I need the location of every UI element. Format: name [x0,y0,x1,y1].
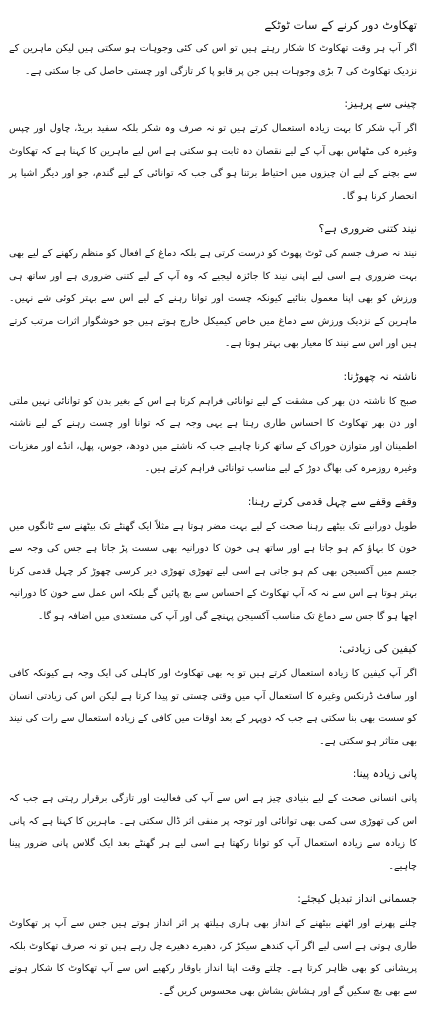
section-heading: ناشتہ نہ چھوڑنا: [343,369,417,383]
section-paragraph: طویل دورانیے تک بیٹھے رہنا صحت کے لیے بہت مضر ہوتا ہے مثلاً ایک گھنٹے تک بیٹھنے سے ٹانگوں میں خون کا بہاؤ کم ہو جاتا ہے اور ساتھ ہی خون کا دورانیہ بھی سست پڑ جاتا ہے جس کی وجہ سے جسم میں آکسیجن بھی کم ہو جاتی ہے اسی لیے تھوڑی تھوڑی دیر کرسی چھوڑ کر چہل قدمی کرنا بہتر ہوتا ہے اس سے نہ کہ آپ تھکاوٹ کے احساس سے بچ پائیں گے بلکہ اس عمل سے خون کا دورانیہ اچھا ہو گا جس سے دماغ تک مناسب آکسیجن پہنچے گی اور آپ کی مستعدی میں اضافہ ہو گا۔ [9,520,417,622]
section-paragraph: اگر آپ کیفین کا زیادہ استعمال کرتے ہیں تو یہ بھی تھکاوٹ اور کاہلی کی ایک وجہ ہے کیونکہ کافی اور سافٹ ڈرنکس وغیرہ کا استعمال آپ میں وقتی چستی تو پیدا کرتا ہے لیکن اس کی زیادتی انسان کو سست بھی بنا سکتی ہے جب کہ دوپہر کے بعد اوقات میں کافی کے زیادہ استعمال سے رات کی نیند بھی متاثر ہو سکتی ہے۔ [9,668,417,747]
section-paragraph: صبح کا ناشتہ دن بھر کی مشقت کے لیے توانائی فراہم کرتا ہے اس کے بغیر بدن کو توانائی نہیں ملتی اور دن بھر تھکاوٹ کا احساس طاری رہتا ہے یہی وجہ ہے کہ توانا اور چست رہنے کے لیے ناشتہ اطمینان اور متوازن خوراک کے ساتھ کرنا چاہیے جب کہ ناشتے میں دودھ، جوس، پھل، انڈے اور مغزیات وغیرہ روزمرہ کی بھاگ دوڑ کے لیے مناسب توانائی فراہم کرتے ہیں۔ [9,395,417,474]
section-heading: پانی زیادہ پینا: [352,767,417,780]
section-sugar [9,93,417,208]
section-heading: نیند کتنی ضروری ہے؟ [318,222,417,235]
section-heading: چینی سے پرہیز: [344,97,417,110]
section-posture [9,888,417,1003]
section-heading: وقفے وقفے سے چہل قدمی کرتے رہنا: [247,494,417,508]
section-sleep [9,218,417,356]
section-paragraph: اگر آپ شکر کا بہت زیادہ استعمال کرتے ہیں تو نہ صرف وہ شکر بلکہ سفید بریڈ، چاول اور چپس وغیرہ کی مٹھاس بھی آپ کے لیے نقصان دہ ثابت ہو سکتی ہے اس لیے ماہرین کا کہنا ہے کہ تھکاوٹ سے بچنے کے لیے ان چیزوں میں احتیاط برتنا ہو گی جب کہ توانائی کے لیے گندم، جو اور دیگر اشیا پر انحصار کرنا ہو گا۔ [9,123,417,202]
section-breakfast [9,366,417,481]
section-paragraph: نیند نہ صرف جسم کی ٹوٹ پھوٹ کو درست کرتی ہے بلکہ دماغ کے افعال کو منظم رکھنے کے لیے بھی بہت ضروری ہے اسی لیے اپنی نیند کا جائزہ لیجیے کہ وہ آپ کے لیے کتنی ضروری ہے اور ساتھ ہی ورزش کو بھی اپنا معمول بنائیے کیونکہ چست اور توانا رہنے کے لیے اس سے بہتر کوئی شے نہیں۔ ماہرین کے نزدیک ورزش سے دماغ میں خاص کیمیکل خارج ہوتے ہیں جو خوشگوار اثرات مرتب کرتے ہیں اور اس سے نیند کا معیار بھی بہتر ہوتا ہے۔ [9,248,417,349]
section-water [9,763,417,878]
section-paragraph: پانی انسانی صحت کے لیے بنیادی چیز ہے اس سے آپ کی فعالیت اور تازگی برقرار رہتی ہے جب کہ اس کی تھوڑی سی کمی بھی توانائی اور توجہ پر منفی اثر ڈال سکتی ہے۔ ماہرین کا کہنا ہے کہ پانی کا زیادہ سے زیادہ استعمال آپ کو توانا رکھتا ہے اسی لیے ہر گھنٹے بعد ایک گلاس پانی ضرور پینا چاہیے۔ [9,793,417,872]
section-heading: جسمانی انداز تبدیل کیجئے: [297,892,417,905]
article-title: تھکاوٹ دور کرنے کے سات ٹوٹکے [264,18,417,32]
intro-paragraph: اگر آپ ہر وقت تھکاوٹ کا شکار رہتے ہیں تو اس کی کئی وجوہات ہو سکتی ہیں لیکن ماہرین کے نزدیک تھکاوٹ کی 7 بڑی وجوہات ہیں جن پر قابو پا کر تازگی اور چستی حاصل کی جا سکتی ہے۔ [9,43,417,77]
section-paragraph: چلنے پھرنے اور اٹھنے بیٹھنے کے انداز بھی ہاری ہیلتھ پر اثر انداز ہوتے ہیں جس سے آپ پر تھکاوٹ طاری ہوتی ہے اسی لیے اگر آپ کندھے سیکڑ کر، دھیرے دھیرے چل رہے ہیں تو نہ صرف تھکاوٹ بلکہ پریشانی کو بھی ظاہر کرتا ہے۔ چلتے وقت اپنا انداز باوقار رکھیے اس سے آپ تھکاوٹ کا شکار ہونے سے بھی بچ سکیں گے اور ہشاش بشاش بھی محسوس کریں گے۔ [9,918,417,997]
section-caffeine [9,638,417,753]
section-heading: کیفین کی زیادتی: [338,642,417,655]
section-walking [9,491,417,629]
